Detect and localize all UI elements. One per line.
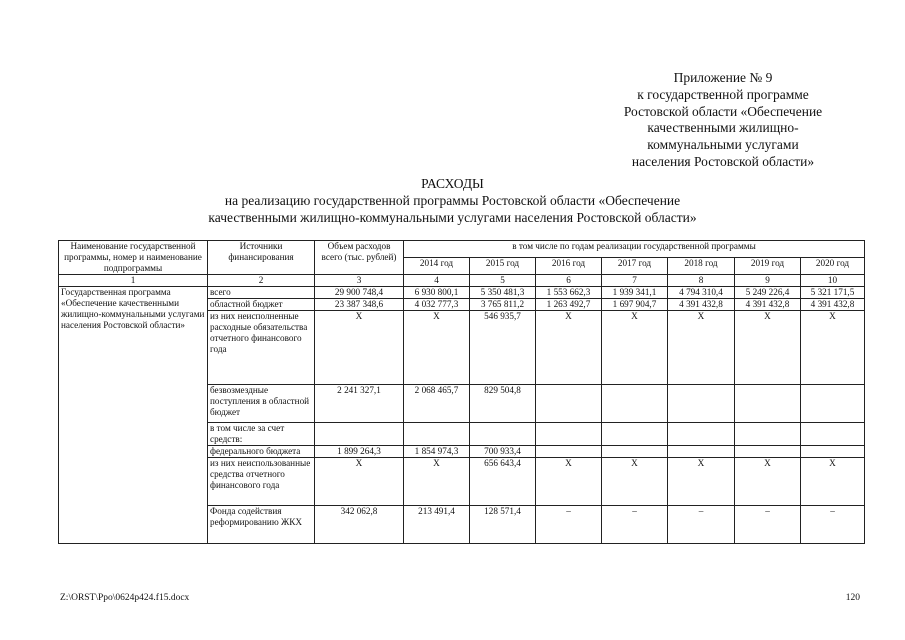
value-cell: 1 939 341,1 (602, 287, 668, 299)
value-cell: Х (735, 311, 801, 385)
source-cell: безвозмездные поступления в областной бюджет (208, 385, 315, 423)
program-name-cell: Государственная программа «Обеспечение качественными жилищно-коммунальными услугами населения Ростовской области» (59, 287, 208, 544)
value-cell: 656 643,4 (470, 458, 536, 506)
document-subtitle-line-2: качественными жилищно-коммунальными услугами населения Ростовской области» (208, 210, 697, 225)
value-cell: 3 765 811,2 (470, 299, 536, 311)
table-row (59, 287, 865, 299)
value-cell: Х (315, 311, 404, 385)
source-cell: федерального бюджета (208, 446, 315, 458)
source-cell: в том числе за счет средств: (208, 423, 315, 446)
value-cell: 4 391 432,8 (801, 299, 865, 311)
header-year: 2019 год (735, 258, 801, 275)
value-cell: 1 263 492,7 (536, 299, 602, 311)
value-cell (735, 446, 801, 458)
header-year: 2017 год (602, 258, 668, 275)
value-cell (602, 385, 668, 423)
appendix-line: Ростовской области «Обеспечение (623, 103, 823, 119)
value-cell (536, 385, 602, 423)
value-cell (801, 385, 865, 423)
column-number-row (59, 275, 865, 287)
value-cell: Х (315, 458, 404, 506)
value-cell: 5 350 481,3 (470, 287, 536, 299)
value-cell (668, 446, 735, 458)
value-cell (801, 446, 865, 458)
page-number: 120 (845, 593, 860, 603)
value-cell: 700 933,4 (470, 446, 536, 458)
value-cell: 6 930 800,1 (404, 287, 470, 299)
value-cell (801, 423, 865, 446)
value-cell: 4 794 310,4 (668, 287, 735, 299)
value-cell: 4 391 432,8 (668, 299, 735, 311)
value-cell: 5 249 226,4 (735, 287, 801, 299)
value-cell (470, 423, 536, 446)
document-subtitle-line-1: на реализацию государственной программы Ростовской области «Обеспечение (224, 193, 681, 208)
value-cell: 5 321 171,5 (801, 287, 865, 299)
value-cell: – (735, 506, 801, 544)
value-cell: Х (735, 458, 801, 506)
value-cell (536, 423, 602, 446)
value-cell (668, 423, 735, 446)
value-cell (602, 446, 668, 458)
value-cell: Х (668, 311, 735, 385)
value-cell: 29 900 748,4 (315, 287, 404, 299)
value-cell: – (536, 506, 602, 544)
column-number: 3 (315, 275, 404, 287)
column-number: 7 (602, 275, 668, 287)
footer-file-path: Z:\ORST\Ppo\0624p424.f15.docx (60, 593, 190, 603)
column-number: 8 (668, 275, 735, 287)
value-cell: 4 032 777,3 (404, 299, 470, 311)
value-cell: Х (668, 458, 735, 506)
value-cell: Х (801, 311, 865, 385)
column-number: 5 (470, 275, 536, 287)
header-year: 2018 год (668, 258, 735, 275)
value-cell: 2 241 327,1 (315, 385, 404, 423)
value-cell (668, 385, 735, 423)
source-cell: Фонда содействия реформированию ЖКХ (208, 506, 315, 544)
value-cell: Х (536, 458, 602, 506)
value-cell: 213 491,4 (404, 506, 470, 544)
value-cell (404, 423, 470, 446)
value-cell: 2 068 465,7 (404, 385, 470, 423)
document-title: РАСХОДЫ (421, 176, 484, 191)
value-cell: 342 062,8 (315, 506, 404, 544)
value-cell: Х (602, 458, 668, 506)
value-cell (602, 423, 668, 446)
column-number: 2 (208, 275, 315, 287)
value-cell: 1 854 974,3 (404, 446, 470, 458)
value-cell: – (668, 506, 735, 544)
header-year: 2016 год (536, 258, 602, 275)
appendix-line: качественными жилищно- (647, 120, 799, 136)
value-cell: 128 571,4 (470, 506, 536, 544)
expenses-table (58, 240, 865, 544)
column-number: 9 (735, 275, 801, 287)
value-cell (735, 423, 801, 446)
header-volume: Объем расходов всего (тыс. рублей) (315, 241, 404, 275)
header-source: Источники финансирования (208, 241, 315, 275)
appendix-line: Приложение № 9 (673, 70, 773, 85)
value-cell: Х (404, 311, 470, 385)
header-year: 2020 год (801, 258, 865, 275)
value-cell (536, 446, 602, 458)
value-cell: – (602, 506, 668, 544)
header-year: 2014 год (404, 258, 470, 275)
header-name: Наименование государственной программы, номер и наименование подпрограммы (59, 241, 208, 275)
value-cell: Х (801, 458, 865, 506)
header-year: 2015 год (470, 258, 536, 275)
header-years-group: в том числе по годам реализации государственной программы (404, 241, 865, 258)
source-cell: из них неиспользованные средства отчетного финансового года (208, 458, 315, 506)
value-cell (315, 423, 404, 446)
appendix-header (603, 70, 843, 171)
value-cell: Х (536, 311, 602, 385)
column-number: 1 (59, 275, 208, 287)
value-cell (735, 385, 801, 423)
appendix-line: к государственной программе (637, 86, 809, 102)
value-cell: Х (602, 311, 668, 385)
value-cell: Х (404, 458, 470, 506)
value-cell: 1 553 662,3 (536, 287, 602, 299)
header-row (59, 241, 865, 258)
source-cell: из них неисполненные расходные обязательства отчетного финансового года (208, 311, 315, 385)
value-cell: 23 387 348,6 (315, 299, 404, 311)
source-cell: областной бюджет (208, 299, 315, 311)
column-number: 4 (404, 275, 470, 287)
value-cell: 1 899 264,3 (315, 446, 404, 458)
value-cell: 4 391 432,8 (735, 299, 801, 311)
column-number: 6 (536, 275, 602, 287)
value-cell: 1 697 904,7 (602, 299, 668, 311)
value-cell: – (801, 506, 865, 544)
value-cell: 546 935,7 (470, 311, 536, 385)
source-cell: всего (208, 287, 315, 299)
column-number: 10 (801, 275, 865, 287)
appendix-line: населения Ростовской области» (631, 153, 815, 169)
appendix-line: коммунальными услугами (647, 137, 799, 153)
value-cell: 829 504,8 (470, 385, 536, 423)
